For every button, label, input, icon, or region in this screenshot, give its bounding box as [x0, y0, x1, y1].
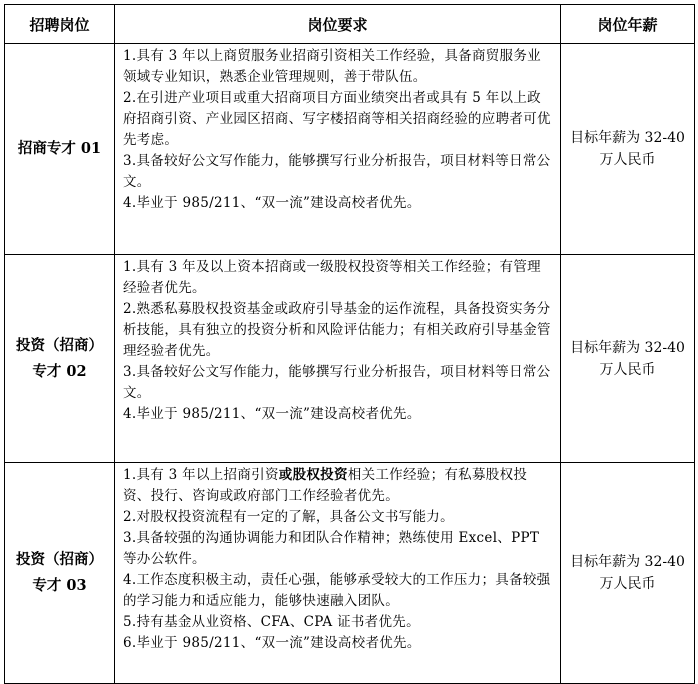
requirement-item: 4.工作态度积极主动，责任心强，能够承受较大的工作压力；具备较强的学习能力和适应能力，能够快速融入团队。 — [123, 572, 551, 609]
requirement-item: 2.对股权投资流程有一定的了解，具备公文书写能力。 — [123, 509, 454, 525]
requirement-item: 2.在引进产业项目或重大招商项目方面业绩突出者或具有 5 年以上政府招商引资、产业园区招商、写字楼招商等相关招商经验的应聘者可优先考虑。 — [123, 90, 551, 148]
requirements-cell — [115, 44, 561, 255]
requirement-item — [123, 465, 554, 507]
requirement-text: 1.具有 3 年以上招商引资 — [123, 467, 279, 483]
table-row — [5, 44, 695, 255]
recruitment-table — [4, 4, 695, 684]
requirement-item: 4.毕业于 985/211、“双一流”建设高校者优先。 — [123, 406, 421, 422]
requirement-emphasis: 或股权投资 — [278, 467, 348, 483]
position-cell: 招商专才 01 — [5, 44, 115, 255]
requirements-cell — [115, 255, 561, 463]
table-row — [5, 463, 695, 684]
requirement-item: 3.具备较强的沟通协调能力和团队合作精神；熟练使用 Excel、PPT 等办公软件。 — [123, 530, 540, 567]
position-cell: 投资（招商）专才 02 — [5, 255, 115, 463]
requirement-item: 3.具备较好公文写作能力，能够撰写行业分析报告，项目材料等日常公文。 — [123, 364, 551, 401]
salary-cell: 目标年薪为 32-40 万人民币 — [561, 255, 695, 463]
requirement-item: 1.具有 3 年以上商贸服务业招商引资相关工作经验，具备商贸服务业领域专业知识，熟悉企业管理规则，善于带队伍。 — [123, 48, 541, 85]
salary-cell: 目标年薪为 32-40 万人民币 — [561, 44, 695, 255]
requirement-item: 3.具备较好公文写作能力，能够撰写行业分析报告，项目材料等日常公文。 — [123, 153, 551, 190]
requirement-text: 相关工作经验；有私募股权投资、投行、咨询或政府部门工作经验者优先。 — [123, 467, 528, 504]
requirement-item: 1.具有 3 年及以上资本招商或一级股权投资等相关工作经验；有管理经验者优先。 — [123, 259, 541, 296]
salary-cell: 目标年薪为 32-40 万人民币 — [561, 463, 695, 684]
requirement-item: 2.熟悉私募股权投资基金或政府引导基金的运作流程，具备投资实务分析技能，具有独立的投资分析和风险评估能力；有相关政府引导基金管理经验者优先。 — [123, 301, 551, 359]
requirement-item: 6.毕业于 985/211、“双一流”建设高校者优先。 — [123, 635, 421, 651]
header-salary: 岗位年薪 — [561, 5, 695, 44]
position-cell: 投资（招商）专才 03 — [5, 463, 115, 684]
header-position: 招聘岗位 — [5, 5, 115, 44]
requirement-item: 5.持有基金从业资格、CFA、CPA 证书者优先。 — [123, 614, 420, 630]
table-row — [5, 255, 695, 463]
requirements-cell — [115, 463, 561, 684]
requirement-item: 4.毕业于 985/211、“双一流”建设高校者优先。 — [123, 195, 421, 211]
header-requirements: 岗位要求 — [115, 5, 561, 44]
header-row — [5, 5, 695, 44]
